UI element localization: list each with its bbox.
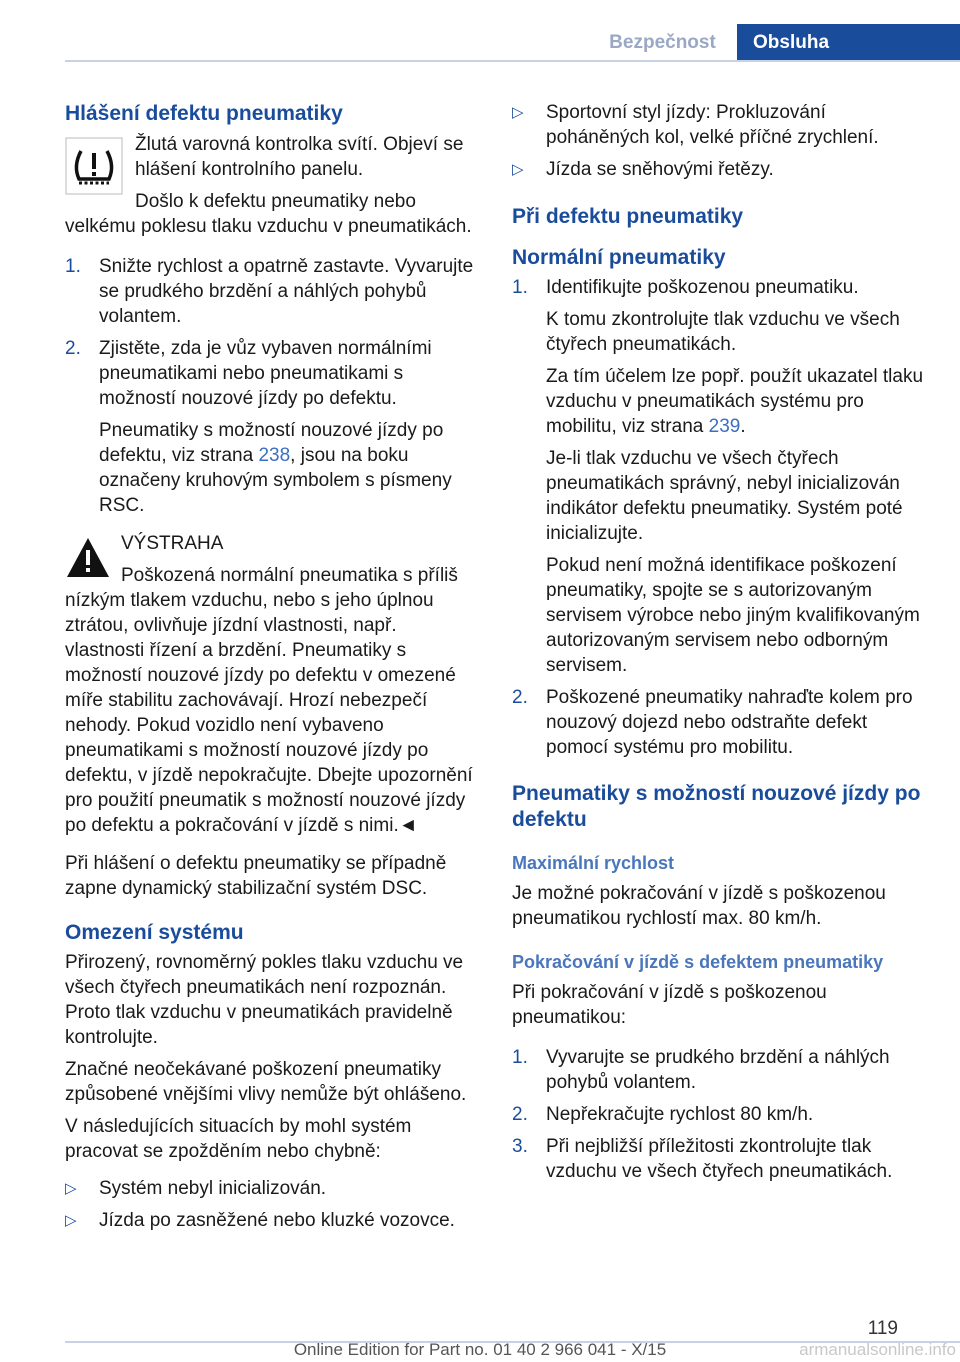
watermark: armanualsonline.info [799, 1340, 956, 1359]
list-number: 2. [65, 338, 81, 359]
list-item [65, 254, 480, 329]
footer-edition: Online Edition for Part no. 01 40 2 966 041 - X/15 [293, 1340, 667, 1359]
bullet-text: Jízda po zasněžené nebo kluzké vozovce. [99, 1210, 455, 1231]
section-title-tire-defect-message: Hlášení defektu pneumatiky [65, 102, 343, 125]
header-tab-operation[interactable]: Obsluha [737, 24, 960, 62]
list-subtext: K tomu zkontrolujte tlak vzduchu ve všech čtyřech pneumatikách. [546, 309, 900, 355]
rsc-note-text-end: , jsou na boku označeny kruhovým symbolem s písmeny RSC. [99, 445, 452, 516]
bullet-item [65, 1208, 480, 1233]
list-subtext: Je-li tlak vzduchu ve všech čtyřech pneumatikách správný, nebyl inicializován indikátor defektu pneumatiky. Systém poté inicializujte. [546, 448, 903, 544]
list-subtext: Pokud není možná identifikace poškození pneumatiky, spojte se s autorizovaným servisem výrobce nebo jiným kvalifikovaným autorizovaným servisem nebo odborným servisem. [546, 555, 920, 676]
left-column [65, 100, 480, 1240]
header-tab-safety[interactable]: Bezpečnost [609, 32, 716, 53]
bullet-triangle-icon: ▷ [512, 104, 524, 121]
list-number: 2. [512, 1104, 528, 1125]
list-subtext [546, 364, 930, 439]
page-number: 119 [867, 1318, 898, 1339]
mobility-note-text: Za tím účelem lze popř. použít ukazatel tlaku vzduchu v pneumatikách systému pro mobilitu, viz strana [546, 366, 924, 437]
list-number: 3. [512, 1136, 528, 1157]
bullet-item [512, 157, 930, 182]
warning-triangle-icon [65, 535, 111, 581]
warning-text: Poškozená normální pneumatika s příliš nízkým tlakem vzduchu, nebo s jeho úplnou ztrátou, ovlivňuje jízdní vlastnosti, např. vlastnosti řízení a brzdění. Pneumatiky s možností nouzové jízdy po defektu v omezené míře stabilitu zachovávají. Hrozí nebezpečí nehody. Pokud vozidlo není vybaveno pneumatikami s možností nouzové jízdy po defektu, v jízdě nepokračujte. Dbejte upozornění pro použití pneumatik s možností nouzové jízdy po defektu a pokračování v jízdě s nimi.◄ [65, 565, 473, 836]
limits-paragraph-3: V následujících situacích by mohl systém pracovat se zpožděním nebo chybně: [65, 1116, 412, 1162]
list-item [512, 1045, 930, 1095]
list-text: Nepřekračujte rychlost 80 km/h. [546, 1104, 814, 1125]
bullet-text: Sportovní styl jízdy: Prokluzování poháněných kol, velké příčné zrychlení. [546, 102, 879, 148]
warning-label: VÝSTRAHA [121, 533, 224, 554]
bullet-item [512, 100, 930, 150]
list-text: Zjistěte, zda je vůz vybaven normálními pneumatikami nebo pneumatikami s možností nouzové jízdy po defektu. [99, 338, 432, 409]
tire-defect-intro-2: Došlo k defektu pneumatiky nebo velkému poklesu tlaku vzduchu v pneumatikách. [65, 191, 472, 237]
bullet-triangle-icon: ▷ [512, 161, 524, 178]
limits-paragraph-2: Značné neočekávané poškození pneumatiky způsobené vnějšími vlivy nemůže být ohlášeno. [65, 1059, 467, 1105]
section-title-continue-driving: Pokračování v jízdě s defektem pneumatiky [512, 952, 884, 972]
section-title-normal-tires: Normální pneumatiky [512, 246, 726, 269]
list-item [512, 275, 930, 678]
list-number: 1. [512, 1047, 528, 1068]
list-text: Snižte rychlost a opatrně zastavte. Vyvarujte se prudkého brzdění a náhlých pohybů volantem. [99, 256, 474, 327]
right-column [512, 100, 930, 1191]
continue-driving-text: Při pokračování v jízdě s poškozenou pneumatikou: [512, 982, 827, 1028]
section-title-max-speed: Maximální rychlost [512, 853, 675, 873]
bullet-text: Systém nebyl inicializován. [99, 1178, 327, 1199]
list-text: Při nejbližší příležitosti zkontrolujte tlak vzduchu ve všech čtyřech pneumatikách. [546, 1136, 893, 1182]
list-text: Vyvarujte se prudkého brzdění a náhlých pohybů volantem. [546, 1047, 890, 1093]
section-title-tire-defect: Při defektu pneumatiky [512, 205, 744, 228]
header-divider [65, 60, 960, 62]
tire-pressure-warning-icon [65, 137, 123, 195]
bullet-item [65, 1176, 480, 1201]
list-number: 2. [512, 687, 528, 708]
rsc-note-text: Pneumatiky s možností nouzové jízdy po defektu, viz strana [99, 420, 444, 466]
list-text: Poškozené pneumatiky nahraďte kolem pro nouzový dojezd nebo odstraňte defekt pomocí systému pro mobilitu. [546, 687, 913, 758]
list-text: Identifikujte poškozenou pneumatiku. [546, 277, 859, 298]
list-item [512, 1102, 930, 1127]
limits-paragraph-1: Přirozený, rovnoměrný pokles tlaku vzduchu ve všech čtyřech pneumatikách není rozpoznán. Proto tlak vzduchu v pneumatikách pravidelně kontrolujte. [65, 952, 464, 1048]
list-number: 1. [512, 277, 528, 298]
rsc-note [99, 418, 480, 518]
mobility-note-end: . [740, 416, 746, 437]
list-item [512, 685, 930, 760]
max-speed-text: Je možné pokračování v jízdě s poškozenou pneumatikou rychlostí max. 80 km/h. [512, 883, 886, 929]
page-link-238[interactable]: 238 [258, 445, 291, 466]
list-item [512, 1134, 930, 1184]
list-number: 1. [65, 256, 81, 277]
page-link-239[interactable]: 239 [708, 416, 741, 437]
section-title-system-limits: Omezení systému [65, 921, 244, 944]
tire-defect-intro-1: Žlutá varovná kontrolka svítí. Objeví se hlášení kontrolního panelu. [135, 134, 464, 180]
bullet-triangle-icon: ▷ [65, 1180, 77, 1197]
list-item [65, 336, 480, 518]
dsc-text: Při hlášení o defektu pneumatiky se případně zapne dynamický stabilizační systém DSC. [65, 853, 447, 899]
bullet-triangle-icon: ▷ [65, 1212, 77, 1229]
bullet-text: Jízda se sněhovými řetězy. [546, 159, 774, 180]
section-title-run-flat-tires: Pneumatiky s možností nouzové jízdy po defektu [512, 782, 921, 831]
